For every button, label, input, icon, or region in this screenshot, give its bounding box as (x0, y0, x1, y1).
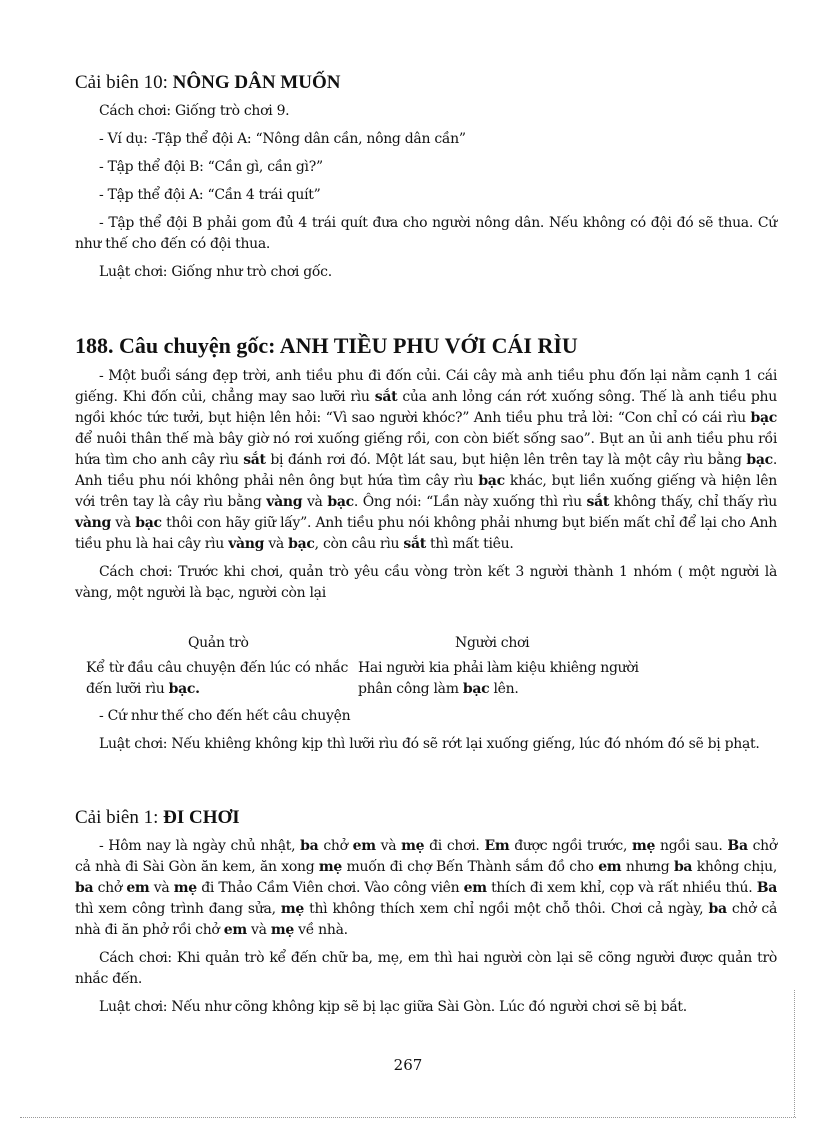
page-number: 267 (393, 1056, 423, 1074)
keyword: sắt (403, 536, 426, 552)
keyword: bạc (288, 536, 315, 552)
how-to-play: Cách chơi: Trước khi chơi, quản trò yêu cầu vòng tròn kết 3 người thành 1 nhóm ( một người là vàng, một người là bạc, người còn lại (75, 564, 777, 601)
story-paragraph (75, 366, 777, 555)
heading-prefix: Cải biên 10: (75, 72, 168, 93)
text-run: và (246, 922, 271, 938)
text-run: chở cả nhà đi Sài Gòn ăn kem, ăn xong (75, 838, 777, 875)
rule-line: Luật chơi: Nếu khiêng không kịp thì lưỡi rìu đó sẽ rớt lại xuống giếng, lúc đó nhóm đó sẽ bị phạt. (99, 736, 760, 752)
text-run: chở (93, 880, 127, 896)
text-run: không chịu, (692, 859, 777, 875)
table-header-players: Người chơi (455, 635, 530, 651)
keyword: bạc (478, 473, 505, 489)
heading-prefix: Cải biên 1: (75, 807, 159, 828)
example-line: - Tập thể đội A: “Cần 4 trái quít” (99, 187, 321, 203)
text-run: . Ông nói: “Lần này xuống thì rìu (353, 494, 587, 510)
keyword: mẹ (318, 859, 343, 875)
text-run: thì mất tiêu. (425, 536, 514, 552)
text-run: để nuôi thân thế mà bây giờ nó rơi xuống giếng rồi, con còn biết sống sao”. Bụt an ủi anh tiều phu rồi hứa tìm cho anh cây rìu (75, 431, 777, 468)
cell-text: Hai người kia phải làm kiệu khiêng người phân công làm (358, 660, 639, 697)
how-to-play: Cách chơi: Khi quản trò kể đến chữ ba, mẹ, em thì hai người còn lại sẽ cõng người được quản trò nhắc đến. (75, 950, 777, 987)
text-run: và (375, 838, 402, 854)
page-border-right (794, 990, 795, 1117)
example-line: - Ví dụ: -Tập thể đội A: “Nông dân cần, nông dân cần” (99, 131, 466, 147)
cell-text: lên. (489, 681, 519, 697)
keyword: ba (708, 901, 727, 917)
heading-title: NÔNG DÂN MUỐN (172, 72, 341, 93)
section-heading-variation-1 (75, 807, 240, 829)
keyword: mẹ (173, 880, 197, 896)
keyword: bạc (750, 410, 777, 426)
text-run: nhưng (621, 859, 674, 875)
cell-bold: bạc. (168, 681, 200, 697)
text-run: đi chơi. (424, 838, 485, 854)
keyword: ba (300, 838, 319, 854)
text-run: thích đi xem khỉ, cọp và rất nhiều thú. (486, 880, 757, 896)
keyword: bạc (135, 515, 162, 531)
story-paragraph (75, 836, 777, 941)
keyword: em (223, 922, 247, 938)
keyword: mẹ (632, 838, 656, 854)
keyword: bạc (327, 494, 354, 510)
keyword: bạc (746, 452, 773, 468)
keyword: mẹ (280, 901, 304, 917)
table-header-host: Quản trò (188, 635, 249, 651)
text-run: và (302, 494, 328, 510)
keyword: vàng (228, 536, 265, 552)
table-cell-players (358, 658, 648, 700)
text-run: khác, bụt liền xuống giếng và hiện lên với trên tay là cây rìu bằng (75, 473, 777, 510)
keyword: Em (484, 838, 510, 854)
variation-10-body (75, 101, 777, 283)
heading-title: ĐI CHƠI (163, 807, 240, 828)
keyword: sắt (586, 494, 610, 510)
story-rules (75, 706, 777, 755)
story-body (75, 366, 777, 604)
text-run: và (264, 536, 289, 552)
text-run: ngồi sau. (655, 838, 728, 854)
text-run: muốn đi chợ Bến Thành sắm đồ cho (342, 859, 599, 875)
keyword: ba (75, 880, 94, 896)
keyword: mẹ (270, 922, 294, 938)
example-line: - Tập thể đội B phải gom đủ 4 trái quít đưa cho người nông dân. Nếu không có đội đó sẽ thua. Cứ như thế cho đến có đội thua. (75, 215, 777, 252)
story-title: ANH TIỀU PHU VỚI CÁI RÌU (279, 333, 578, 358)
keyword: em (598, 859, 622, 875)
keyword: ba (673, 859, 693, 875)
keyword: mẹ (401, 838, 425, 854)
keyword: Ba (727, 838, 748, 854)
table-cell-host (86, 658, 348, 700)
text-run: thì xem công trình đang sửa, (75, 901, 281, 917)
story-number: 188. (75, 333, 114, 358)
cell-bold: bạc (462, 681, 490, 697)
text-run: thì không thích xem chỉ ngồi một chỗ thôi. Chơi cả ngày, (303, 901, 709, 917)
example-line: - Tập thể đội B: “Cần gì, cần gì?” (99, 159, 323, 175)
section-heading-variation-10 (75, 72, 340, 94)
keyword: vàng (75, 515, 111, 531)
rule-line: Luật chơi: Nếu như cõng không kịp sẽ bị lạc giữa Sài Gòn. Lúc đó người chơi sẽ bị bắt. (99, 999, 687, 1015)
text-run: , còn câu rìu (314, 536, 404, 552)
text-run: chở cả nhà đi ăn phở rồi chở (75, 901, 777, 938)
page-border-bottom (20, 1117, 796, 1118)
text-run: của anh lỏng cán rớt xuống sông. Thế là anh tiều phu ngồi khóc tức tưởi, bụt hiện lên hỏi: “Vì sao người khóc?” Anh tiều phu trả lời: “Con chỉ có cái rìu (75, 389, 777, 426)
keyword: em (126, 880, 150, 896)
keyword: em (352, 838, 376, 854)
text-run: thôi con hãy giữ lấy”. Anh tiều phu nói không phải nhưng bụt biến mất chỉ để lại cho Anh tiều phu là hai cây rìu (75, 515, 777, 552)
text-run: được ngồi trước, (509, 838, 633, 854)
text-run: và (110, 515, 136, 531)
keyword: sắt (243, 452, 266, 468)
cell-text: Kể từ đầu câu chuyện đến lúc có nhắc đến lưỡi rìu (86, 660, 348, 697)
text-run: . Anh tiều phu nói không phải nên ông bụt hứa tìm cây rìu (75, 452, 777, 489)
keyword: vàng (266, 494, 303, 510)
rule-line: Luật chơi: Giống như trò chơi gốc. (99, 264, 332, 280)
story-heading-prefix: Câu chuyện gốc: (119, 333, 276, 358)
text-run: - Một buổi sáng đẹp trời, anh tiều phu đi đốn củi. Cái cây mà anh tiều phu đốn lại nằm cạnh 1 cái giếng. Khi đốn củi, chẳng may sao lưỡi rìu (75, 368, 777, 405)
keyword: Ba (756, 880, 777, 896)
continue-line: - Cứ như thế cho đến hết câu chuyện (99, 708, 351, 724)
keyword: sắt (374, 389, 398, 405)
variation-1-body (75, 836, 777, 1018)
story-heading (75, 333, 578, 359)
text-run: - Hôm nay là ngày chủ nhật, (99, 838, 301, 854)
text-run: không thấy, chỉ thấy rìu (609, 494, 777, 510)
how-to-play: Cách chơi: Giống trò chơi 9. (99, 103, 290, 119)
keyword: em (463, 880, 487, 896)
text-run: bị đánh rơi đó. Một lát sau, bụt hiện lên trên tay là một cây rìu bằng (265, 452, 747, 468)
text-run: đi Thảo Cầm Viên chơi. Vào công viên (196, 880, 464, 896)
text-run: và (149, 880, 174, 896)
text-run: chở (318, 838, 353, 854)
text-run: về nhà. (293, 922, 348, 938)
